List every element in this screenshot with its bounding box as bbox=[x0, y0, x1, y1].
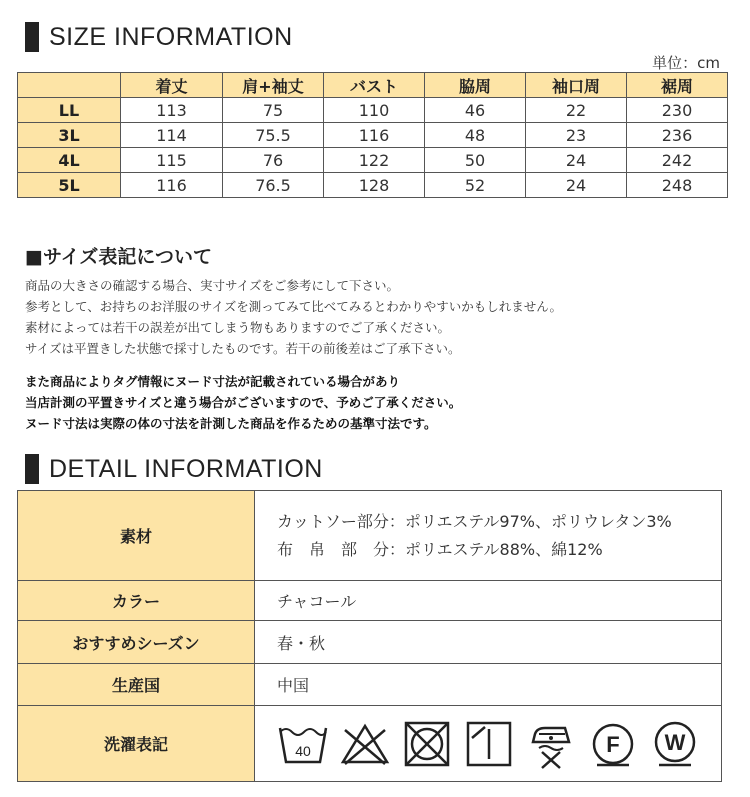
detail-section-header bbox=[25, 454, 323, 484]
wash-temp-text: 40 bbox=[295, 742, 311, 759]
table-cell: 75.5 bbox=[223, 123, 324, 148]
dryclean-letter: F bbox=[606, 731, 620, 757]
notice-bold-line: 当店計測の平置きサイズと違う場合がございますので、予めご了承ください。 bbox=[25, 395, 462, 410]
origin-label: 生産国 bbox=[18, 664, 255, 706]
table-cell: 122 bbox=[324, 148, 425, 173]
table-cell: 128 bbox=[324, 173, 425, 198]
table-cell: 236 bbox=[627, 123, 728, 148]
table-cell: 75 bbox=[223, 98, 324, 123]
care-icons bbox=[255, 706, 722, 782]
column-header: バスト bbox=[324, 73, 425, 98]
size-label: 5L bbox=[18, 173, 121, 198]
table-cell: 116 bbox=[121, 173, 223, 198]
unit-label: 単位：cm bbox=[652, 54, 720, 72]
size-label: 3L bbox=[18, 123, 121, 148]
section-bar bbox=[25, 22, 39, 52]
season-value: 春・秋 bbox=[255, 621, 722, 664]
table-cell: 50 bbox=[425, 148, 526, 173]
table-cell: 24 bbox=[526, 148, 627, 173]
table-cell: 230 bbox=[627, 98, 728, 123]
size-section-header bbox=[25, 22, 293, 52]
material-line: 布 帛 部 分：ポリエステル88%、綿12% bbox=[277, 539, 603, 559]
no-bleach-icon bbox=[339, 718, 391, 770]
table-cell: 113 bbox=[121, 98, 223, 123]
care-label: 洗濯表記 bbox=[18, 706, 255, 782]
column-header: 脇周 bbox=[425, 73, 526, 98]
column-header: 着丈 bbox=[121, 73, 223, 98]
detail-row-care bbox=[18, 706, 722, 782]
table-cell: 22 bbox=[526, 98, 627, 123]
notice-title: ■サイズ表記について bbox=[25, 246, 213, 268]
detail-row-origin bbox=[18, 664, 722, 706]
table-cell: 48 bbox=[425, 123, 526, 148]
table-cell: 46 bbox=[425, 98, 526, 123]
detail-row-material bbox=[18, 491, 722, 581]
no-tumble-dry-icon bbox=[401, 718, 453, 770]
material-label: 素材 bbox=[18, 491, 255, 581]
drip-dry-icon bbox=[463, 718, 515, 770]
notice-paragraph: 商品の大きさの確認する場合、実寸サイズをご参考にして下さい。 bbox=[25, 278, 400, 293]
size-section-title: SIZE INFORMATION bbox=[49, 22, 293, 51]
table-row bbox=[18, 98, 728, 123]
column-header: 肩+袖丈 bbox=[223, 73, 324, 98]
table-cell: 110 bbox=[324, 98, 425, 123]
section-bar bbox=[25, 454, 39, 484]
table-cell: 52 bbox=[425, 173, 526, 198]
table-cell: 76.5 bbox=[223, 173, 324, 198]
detail-row-color bbox=[18, 581, 722, 621]
table-cell: 115 bbox=[121, 148, 223, 173]
size-table-header-row bbox=[18, 73, 728, 98]
color-value: チャコール bbox=[255, 581, 722, 621]
wash-40-icon bbox=[277, 718, 329, 770]
wetclean-letter: W bbox=[664, 729, 686, 755]
table-row bbox=[18, 123, 728, 148]
table-cell: 248 bbox=[627, 173, 728, 198]
size-label: 4L bbox=[18, 148, 121, 173]
origin-value: 中国 bbox=[255, 664, 722, 706]
material-value bbox=[255, 491, 722, 581]
color-label: カラー bbox=[18, 581, 255, 621]
table-cell: 116 bbox=[324, 123, 425, 148]
detail-table bbox=[17, 490, 722, 782]
dryclean-f-icon bbox=[587, 718, 639, 770]
size-label: LL bbox=[18, 98, 121, 123]
table-cell: 23 bbox=[526, 123, 627, 148]
detail-row-season bbox=[18, 621, 722, 664]
corner-cell bbox=[18, 73, 121, 98]
notice-paragraph: 参考として、お持ちのお洋服のサイズを測ってみて比べてみるとわかりやすいかもしれません。 bbox=[25, 299, 563, 314]
table-cell: 76 bbox=[223, 148, 324, 173]
size-table bbox=[17, 72, 728, 198]
season-label: おすすめシーズン bbox=[18, 621, 255, 664]
notice-paragraph: サイズは平置きした状態で採寸したものです。若干の前後差はご了承下さい。 bbox=[25, 341, 461, 356]
notice-bold-line: また商品によりタグ情報にヌード寸法が記載されている場合があり bbox=[25, 374, 401, 389]
column-header: 裾周 bbox=[627, 73, 728, 98]
column-header: 袖口周 bbox=[526, 73, 627, 98]
material-line: カットソー部分：ポリエステル97%、ポリウレタン3% bbox=[277, 511, 672, 531]
notice-bold-line: ヌード寸法は実際の体の寸法を計測した商品を作るための基準寸法です。 bbox=[25, 416, 437, 431]
table-cell: 24 bbox=[526, 173, 627, 198]
iron-low-icon bbox=[525, 718, 577, 770]
table-cell: 242 bbox=[627, 148, 728, 173]
table-row bbox=[18, 148, 728, 173]
table-row bbox=[18, 173, 728, 198]
notice-paragraph: 素材によっては若干の誤差が出てしまう物もありますのでご了承ください。 bbox=[25, 320, 451, 335]
detail-section-title: DETAIL INFORMATION bbox=[49, 454, 323, 483]
table-cell: 114 bbox=[121, 123, 223, 148]
wetclean-w-icon bbox=[649, 718, 701, 770]
